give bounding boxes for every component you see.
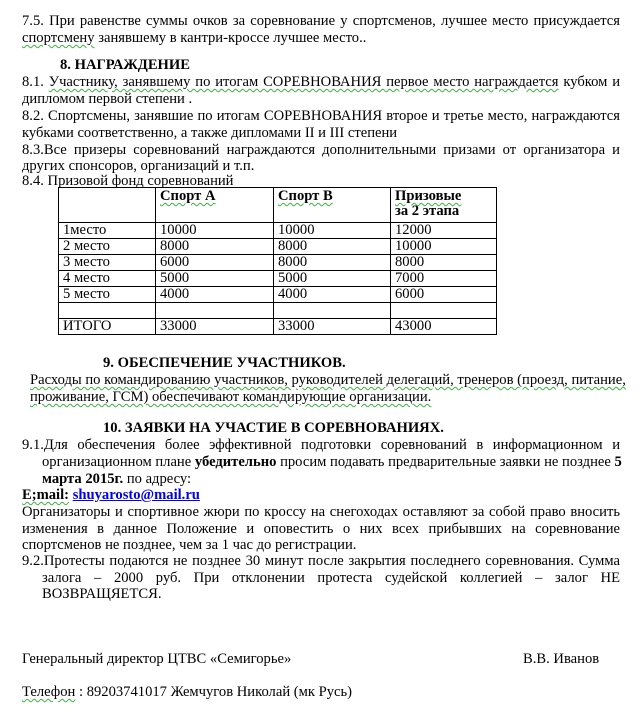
table-row <box>59 223 497 239</box>
table-cell: 5000 <box>156 271 274 287</box>
text: занявшему в кантри-кроссе лучшее место.. <box>94 30 367 46</box>
deadline-date: марта 2015г. <box>42 471 124 487</box>
table-row <box>59 239 497 255</box>
header-label: Призовые <box>395 188 462 204</box>
email-line <box>22 487 200 504</box>
table-cell: ИТОГО <box>59 319 156 335</box>
paragraph-9-line1 <box>30 372 626 389</box>
paragraph-8-1-line1 <box>22 74 620 91</box>
table-row <box>59 255 497 271</box>
section-10-heading: 10. ЗАЯВКИ НА УЧАСТИЕ В СОРЕВНОВАНИЯХ. <box>103 420 444 436</box>
table-cell: 12000 <box>391 223 497 239</box>
table-header-row <box>59 188 497 223</box>
text: 8.1. <box>22 74 49 90</box>
paragraph-7-5-line2 <box>22 30 366 47</box>
table-cell: 10000 <box>156 223 274 239</box>
paragraph-9-2-line1: 9.2.Протесты подаются не позднее 30 минут после закрытия последнего соревнования. Сумма <box>22 553 620 569</box>
table-cell: 8000 <box>391 255 497 271</box>
table-cell: 2 место <box>59 239 156 255</box>
table-cell: 3 место <box>59 255 156 271</box>
organizers-line2: изменения в данное Положение и оповестить о них всех прибывших на соревнование <box>22 521 620 537</box>
paragraph-9-1-line3 <box>42 471 191 488</box>
paragraph-9-1-line2 <box>42 454 620 471</box>
table-cell <box>156 303 274 319</box>
paragraph-8-2-line2: кубками соответственно, а также дипломами II и III степени <box>22 125 398 141</box>
email-label: E;mail: <box>22 487 70 503</box>
header-label: Спорт В <box>278 188 333 204</box>
emphasis-text: убедительно <box>194 454 277 470</box>
table-row <box>59 287 497 303</box>
organizers-line1: Организаторы и спортивное жюри по кроссу на снегоходах оставляют за собой право вносить <box>22 504 620 520</box>
table-cell: 4000 <box>156 287 274 303</box>
spellcheck-phrase: Участнику, занявшему по итогам СОРЕВНОВАНИЯ первое место награждается <box>48 74 559 90</box>
spellcheck-phrase: проживание, ГСМ) обеспечивают командирующие организации. <box>30 389 432 405</box>
paragraph-9-2-line3: ВОЗВРАЩЯЕТСЯ. <box>42 586 162 602</box>
text: просим подавать предварительные заявки не позднее <box>276 454 615 470</box>
table-cell: 8000 <box>274 239 391 255</box>
paragraph-8-1-line2: дипломом первой степени . <box>22 91 193 107</box>
text: организационном плане <box>42 454 195 470</box>
table-row-empty <box>59 303 497 319</box>
contact-phone <box>22 684 352 701</box>
section-9-heading: 9. ОБЕСПЕЧЕНИЕ УЧАСТНИКОВ. <box>103 355 346 371</box>
table-cell: 6000 <box>391 287 497 303</box>
table-cell <box>274 303 391 319</box>
table-cell: 6000 <box>156 255 274 271</box>
table-cell: 7000 <box>391 271 497 287</box>
table-cell: 4 место <box>59 271 156 287</box>
phone-label: Телефон <box>22 684 76 700</box>
phone-value: : 89203741017 Жемчугов Николай (мк Русь) <box>75 684 353 700</box>
paragraph-8-4: 8.4. Призовой фонд соревнований <box>22 173 234 189</box>
table-cell: 8000 <box>274 255 391 271</box>
header-cell-empty <box>59 188 156 223</box>
text: кубком и <box>558 74 621 90</box>
text: по адресу: <box>123 471 192 487</box>
prize-fund-table <box>58 187 497 335</box>
table-cell: 33000 <box>274 319 391 335</box>
table-cell: 10000 <box>274 223 391 239</box>
paragraph-7-5-line1: 7.5. При равенстве суммы очков за соревнование у спортсменов, лучшее место присуждается <box>22 13 620 29</box>
section-8-heading: 8. НАГРАЖДЕНИЕ <box>60 57 190 73</box>
table-cell: 5000 <box>274 271 391 287</box>
header-label: Спорт А <box>160 188 216 204</box>
table-cell <box>59 303 156 319</box>
director-name: В.В. Иванов <box>523 651 600 667</box>
table-cell: 5 место <box>59 287 156 303</box>
paragraph-9-2-line2: залога – 2000 руб. При отклонении протеста судейской коллегией – залог НЕ <box>42 570 620 586</box>
spellcheck-word: спортсмену <box>22 30 95 46</box>
table-cell: 33000 <box>156 319 274 335</box>
table-cell <box>391 303 497 319</box>
table-cell: 8000 <box>156 239 274 255</box>
table-cell: 1место <box>59 223 156 239</box>
email-link[interactable]: shuyarosto@mail.ru <box>72 487 200 503</box>
table-cell: 10000 <box>391 239 497 255</box>
header-label-line2: за 2 этапа <box>395 203 460 219</box>
table-row-total <box>59 319 497 335</box>
table-cell: 43000 <box>391 319 497 335</box>
paragraph-8-3-line1: 8.3.Все призеры соревнований награждаются дополнительными призами от организатора и <box>22 142 620 158</box>
paragraph-9-1-line1: 9.1.Для обеспечения более эффективной подготовки соревнований в информационном и <box>22 437 620 453</box>
header-cell-sport-a <box>156 188 274 223</box>
organizers-line3: спортсменов не позднее, чем за 1 час до регистрации. <box>22 537 357 553</box>
paragraph-8-3-line2: других спонсоров, организаций и т.п. <box>22 158 255 174</box>
paragraph-8-2-line1: 8.2. Спортсмены, занявшие по итогам СОРЕВНОВАНИЯ второе и третье место, награждаются <box>22 108 620 124</box>
spellcheck-phrase: Расходы по командированию участников, руководителей делегаций, тренеров (проезд, питание, <box>30 372 626 388</box>
header-cell-prizes <box>391 188 497 223</box>
emphasis-text: 5 <box>614 454 622 470</box>
header-cell-sport-b <box>274 188 391 223</box>
director-title: Генеральный директор ЦТВС «Семигорье» <box>22 651 292 667</box>
paragraph-9-line2 <box>30 389 431 406</box>
table-cell: 4000 <box>274 287 391 303</box>
table-row <box>59 271 497 287</box>
